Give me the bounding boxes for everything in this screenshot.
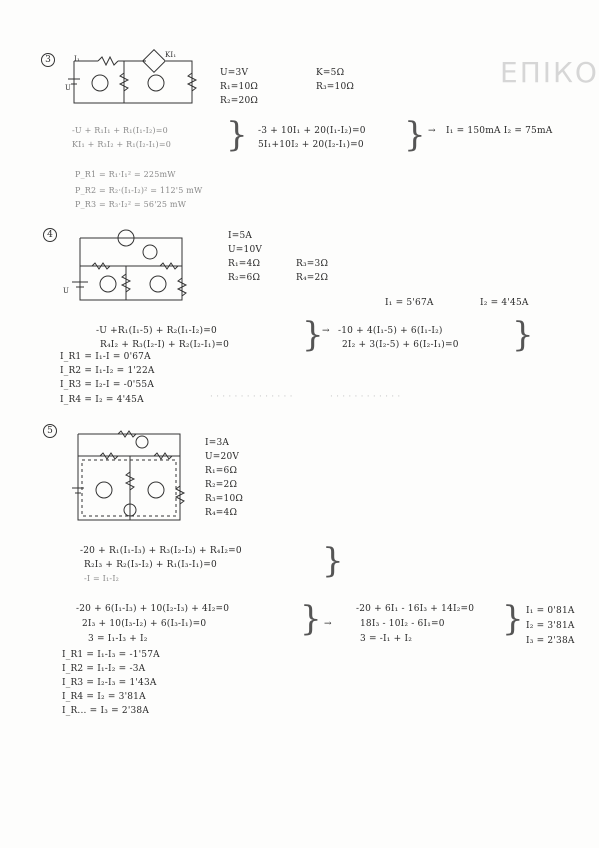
label-u-4: U — [63, 287, 70, 295]
p5-val-r1: R₁=6Ω — [205, 466, 238, 476]
p3-brace-1: } — [226, 115, 248, 155]
p5-eq-b-2: 2I₃ + 10(I₃-I₂) + 6(I₃-I₁)=0 — [82, 619, 207, 629]
problem-4-circuit — [68, 226, 188, 306]
label-u: U — [65, 84, 72, 92]
p5-eq-a-3: -I = I₁-I₂ — [84, 574, 120, 583]
p5-val-r4: R₄=4Ω — [205, 508, 238, 518]
p4-val-i: I=5A — [228, 231, 253, 241]
p4-val-u: U=10V — [228, 245, 263, 255]
p4-branch-2: I_R2 = I₁-I₂ = 1'22A — [60, 366, 155, 376]
problem-5-number: 5 — [43, 424, 57, 438]
p4-result-i2: I₂ = 4'45A — [480, 298, 529, 308]
p5-result-i3: I₃ = 2'38A — [526, 636, 575, 646]
p4-branch-4: I_R4 = I₂ = 4'45A — [60, 395, 144, 405]
problem-5-circuit — [76, 426, 186, 526]
p3-power-2: P_R2 = R₂·(I₁-I₂)² = 112'5 mW — [75, 186, 203, 195]
label-ki1: KI₁ — [165, 51, 177, 59]
p5-val-u: U=20V — [205, 452, 240, 462]
p3-eq-left-2: KI₁ + R₃I₂ + R₁(I₂-I₁)=0 — [72, 140, 172, 149]
p4-eq-right-2: 2I₂ + 3(I₂-5) + 6(I₂-I₁)=0 — [342, 340, 459, 350]
p4-val-r3: R₃=3Ω — [296, 259, 329, 269]
p5-eq-c-3: 3 = -I₁ + I₂ — [360, 634, 413, 644]
p3-val-r2: R₂=20Ω — [220, 96, 259, 106]
p4-branch-3: I_R3 = I₂-I = -0'55A — [60, 380, 155, 390]
p5-branch-3: I_R3 = I₂-I₃ = 1'43A — [62, 678, 157, 688]
dependent-source-icon — [143, 50, 166, 73]
p4-eq-right-1: -10 + 4(I₁-5) + 6(I₁-I₂) — [338, 326, 443, 336]
p4-val-r4: R₄=2Ω — [296, 273, 329, 283]
p5-eq-b-3: 3 = I₁-I₃ + I₂ — [88, 634, 148, 644]
ghost-bleed-text: ЕПІКО — [500, 56, 599, 89]
p3-brace-2: } — [404, 115, 426, 155]
p3-eq-left-1: -U + R₁I₁ + R₁(I₁-I₂)=0 — [72, 126, 168, 135]
p5-arrow: → — [324, 619, 332, 629]
p5-eq-c-2: 18I₃ - 10I₂ - 6I₁=0 — [360, 619, 445, 629]
p5-eq-b-1: -20 + 6(I₁-I₃) + 10(I₂-I₃) + 4I₂=0 — [76, 604, 230, 614]
p3-power-1: P_R1 = R₁·I₁² = 225mW — [75, 170, 176, 179]
problem-3-number: 3 — [41, 53, 55, 67]
p4-val-r2: R₂=6Ω — [228, 273, 261, 283]
p4-branch-1: I_R1 = I₁-I = 0'67A — [60, 352, 151, 362]
p5-brace-a: } — [322, 541, 344, 581]
p4-eq-left-2: R₄I₂ + R₃(I₂-I) + R₂(I₂-I₁)=0 — [100, 340, 230, 350]
p3-arrow: → — [428, 126, 436, 136]
bleed-1: · · · · · · · · · · · · · · — [210, 392, 293, 402]
p5-eq-c-1: -20 + 6I₁ - 16I₃ + 14I₂=0 — [356, 604, 475, 614]
p4-arrow: → — [322, 326, 330, 336]
p5-brace-c: } — [502, 599, 524, 639]
p5-branch-1: I_R1 = I₁-I₃ = -1'57A — [62, 650, 160, 660]
p5-branch-4: I_R4 = I₂ = 3'81A — [62, 692, 146, 702]
p3-val-r1: R₁=10Ω — [220, 82, 259, 92]
p5-branch-2: I_R2 = I₁-I₂ = -3A — [62, 664, 146, 674]
problem-3-circuit — [68, 53, 198, 113]
bleed-2: · · · · · · · · · · · · — [330, 392, 401, 402]
p5-val-r3: R₃=10Ω — [205, 494, 244, 504]
p4-brace-2: } — [512, 315, 534, 355]
p3-val-r3: R₃=10Ω — [316, 82, 355, 92]
p5-branch-5: I_R... = I₃ = 2'38A — [62, 706, 150, 716]
p3-eq-right-2: 5I₁+10I₂ + 20(I₂-I₁)=0 — [258, 140, 364, 150]
problem-4-number: 4 — [43, 228, 57, 242]
p5-eq-a-2: R₂I₃ + R₂(I₃-I₂) + R₁(I₃-I₁)=0 — [84, 560, 217, 570]
label-i1: I₁ — [74, 55, 80, 63]
p5-result-i1: I₁ = 0'81A — [526, 606, 575, 616]
p3-val-u: U=3V — [220, 68, 249, 78]
p3-eq-right-1: -3 + 10I₁ + 20(I₁-I₂)=0 — [258, 126, 366, 136]
p4-result-i1: I₁ = 5'67A — [385, 298, 434, 308]
p5-eq-a-1: -20 + R₁(I₁-I₃) + R₃(I₂-I₃) + R₄I₂=0 — [80, 546, 242, 556]
p3-result: I₁ = 150mA I₂ = 75mA — [446, 126, 553, 136]
p5-val-i: I=3A — [205, 438, 230, 448]
p4-val-r1: R₁=4Ω — [228, 259, 261, 269]
p3-val-k: K=5Ω — [316, 68, 345, 78]
p4-brace-1: } — [302, 315, 324, 355]
resistor-icon — [98, 57, 118, 65]
p5-val-r2: R₂=2Ω — [205, 480, 238, 490]
p5-result-i2: I₂ = 3'81A — [526, 621, 575, 631]
p3-power-3: P_R3 = R₃·I₂² = 56'25 mW — [75, 200, 187, 209]
p4-eq-left-1: -U +R₁(I₁-5) + R₂(I₁-I₂)=0 — [96, 326, 217, 336]
p5-brace-b: } — [300, 599, 322, 639]
